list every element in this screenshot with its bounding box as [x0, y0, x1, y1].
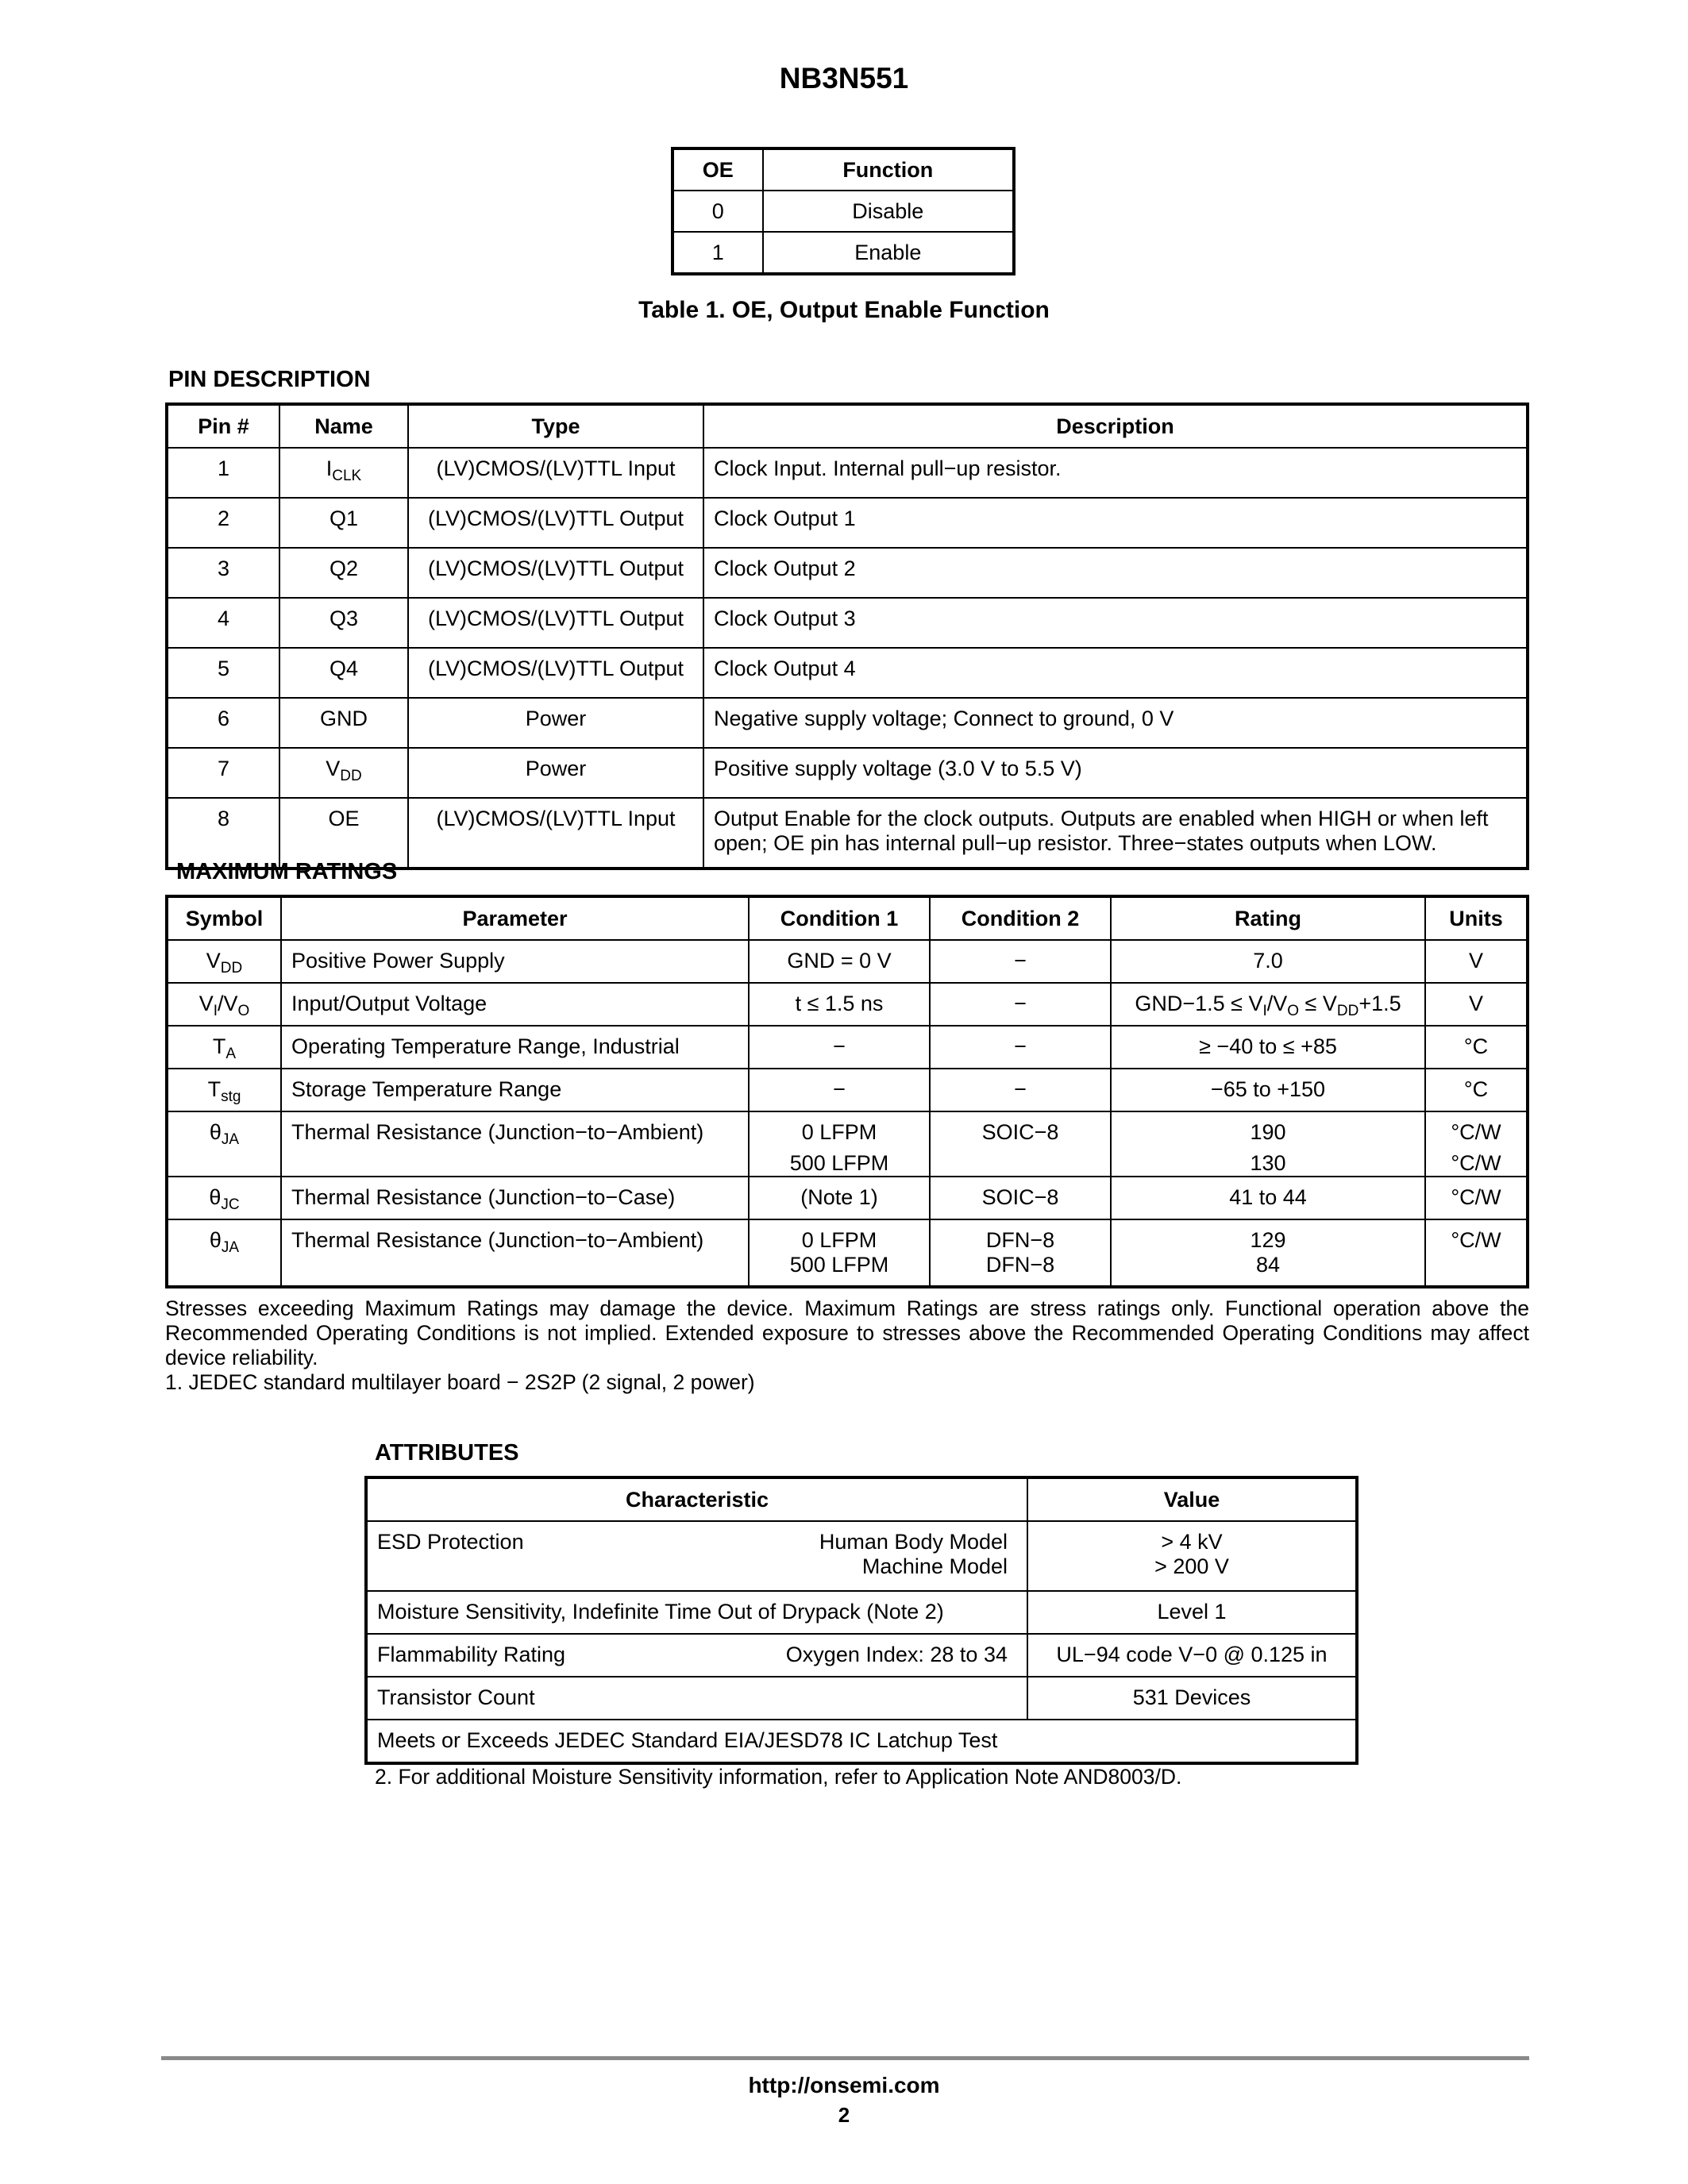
table-row: [167, 1177, 1528, 1219]
table-header: Pin #: [167, 404, 279, 448]
table-header: OE: [673, 148, 763, 191]
table-header: Units: [1425, 896, 1528, 940]
rating-units: °C/W °C/W: [1425, 1111, 1528, 1177]
attr-value: > 4 kV > 200 V: [1027, 1521, 1357, 1591]
pin-desc: Clock Output 1: [703, 498, 1528, 548]
table-header: Function: [763, 148, 1014, 191]
table-row: [167, 798, 1528, 869]
table-caption: Table 1. OE, Output Enable Function: [638, 297, 1050, 323]
pin-name: GND: [279, 698, 408, 748]
rating-parameter: Thermal Resistance (Junction−to−Ambient): [281, 1219, 749, 1287]
rating-condition-2: −: [930, 940, 1111, 983]
rating-units: V: [1425, 940, 1528, 983]
pin-desc: Clock Output 4: [703, 648, 1528, 698]
rating-symbol: $\theta_{JC}$: [167, 1177, 281, 1219]
rating-units: °C: [1425, 1026, 1528, 1069]
pin-name: Q4: [279, 648, 408, 698]
rating-condition-2: −: [930, 1026, 1111, 1069]
attr-value: 531 Devices: [1027, 1677, 1357, 1720]
pin-name: Q3: [279, 598, 408, 648]
rating-value: $GND-1.5 \le V_I/V_O \le V_{DD}+1.5$: [1111, 983, 1425, 1026]
rating-condition-1: 0 LFPM 500 LFPM: [749, 1219, 930, 1287]
table-cell: Disable: [763, 191, 1014, 232]
rating-units: V: [1425, 983, 1528, 1026]
table-row: [167, 1219, 1528, 1287]
rating-value: ≥ −40 to ≤ +85: [1111, 1026, 1425, 1069]
table-header: Parameter: [281, 896, 749, 940]
rating-condition-2: −: [930, 1069, 1111, 1111]
rating-parameter: Thermal Resistance (Junction−to−Ambient): [281, 1111, 749, 1177]
footer-url: http://onsemi.com: [748, 2073, 940, 2097]
attr-value: Level 1: [1027, 1591, 1357, 1634]
pin-description-table: [165, 403, 1529, 870]
table-header: Characteristic: [366, 1477, 1027, 1521]
rating-units: °C/W: [1425, 1219, 1528, 1287]
attr-characteristic: Transistor Count: [366, 1677, 1027, 1720]
pin-type: Power: [408, 748, 703, 798]
esd-label: ESD Protection: [377, 1530, 524, 1554]
attr-characteristic: Moisture Sensitivity, Indefinite Time Out of Drypack (Note 2): [366, 1591, 1027, 1634]
rating-value: 190 130: [1111, 1111, 1425, 1177]
section-title-pin-description: PIN DESCRIPTION: [168, 367, 371, 392]
page-title: NB3N551: [779, 62, 909, 94]
table-row: [167, 648, 1528, 698]
pin-desc: Output Enable for the clock outputs. Outputs are enabled when HIGH or when left open; OE pin has internal pull−up resistor. Three−states outputs when LOW.: [703, 798, 1528, 869]
pin-number: 1: [167, 448, 279, 498]
rating-symbol: $T_A$: [167, 1026, 281, 1069]
rating-units: °C: [1425, 1069, 1528, 1111]
pin-name: $I_{CLK}$: [279, 448, 408, 498]
pin-number: 4: [167, 598, 279, 648]
table-row: [167, 548, 1528, 598]
rating-condition-2: SOIC−8: [930, 1177, 1111, 1219]
table-row: [366, 1677, 1357, 1720]
rating-condition-1: −: [749, 1026, 930, 1069]
table-cell: 1: [673, 232, 763, 274]
rating-parameter: Thermal Resistance (Junction−to−Case): [281, 1177, 749, 1219]
pin-number: 3: [167, 548, 279, 598]
rating-symbol: $\theta_{JA}$: [167, 1111, 281, 1177]
table-header: Type: [408, 404, 703, 448]
page-number: 2: [838, 2103, 850, 2127]
attributes-table: [364, 1476, 1358, 1765]
section-title-maximum-ratings: MAXIMUM RATINGS: [176, 859, 398, 884]
table-header: Description: [703, 404, 1528, 448]
oe-function-table: [671, 147, 1015, 275]
pin-type: (LV)CMOS/(LV)TTL Input: [408, 798, 703, 869]
rating-condition-2: −: [930, 983, 1111, 1026]
table-header: Value: [1027, 1477, 1357, 1521]
table-row: [167, 698, 1528, 748]
pin-type: Power: [408, 698, 703, 748]
rating-condition-1: (Note 1): [749, 1177, 930, 1219]
pin-number: 8: [167, 798, 279, 869]
rating-symbol: $V_I/V_O$: [167, 983, 281, 1026]
pin-type: (LV)CMOS/(LV)TTL Output: [408, 498, 703, 548]
pin-type: (LV)CMOS/(LV)TTL Output: [408, 598, 703, 648]
rating-condition-1: −: [749, 1069, 930, 1111]
table-cell: 0: [673, 191, 763, 232]
pin-type: (LV)CMOS/(LV)TTL Output: [408, 548, 703, 598]
pin-desc: Negative supply voltage; Connect to ground, 0 V: [703, 698, 1528, 748]
maximum-ratings-table: [165, 895, 1529, 1288]
table-header: Condition 2: [930, 896, 1111, 940]
pin-desc: Positive supply voltage (3.0 V to 5.5 V): [703, 748, 1528, 798]
rating-value: 129 84: [1111, 1219, 1425, 1287]
table-row: [167, 598, 1528, 648]
table-row: [167, 983, 1528, 1026]
rating-symbol: $T_{stg}$: [167, 1069, 281, 1111]
pin-desc: Clock Output 3: [703, 598, 1528, 648]
pin-number: 2: [167, 498, 279, 548]
rating-parameter: Positive Power Supply: [281, 940, 749, 983]
pin-name: OE: [279, 798, 408, 869]
table-header: Name: [279, 404, 408, 448]
footnote-1: 1. JEDEC standard multilayer board − 2S2P (2 signal, 2 power): [165, 1370, 755, 1394]
rating-parameter: Operating Temperature Range, Industrial: [281, 1026, 749, 1069]
attr-value: UL−94 code V−0 @ 0.125 in: [1027, 1634, 1357, 1677]
table-header: Symbol: [167, 896, 281, 940]
rating-symbol: $\theta_{JA}$: [167, 1219, 281, 1287]
pin-name: Q1: [279, 498, 408, 548]
table-header: Rating: [1111, 896, 1425, 940]
table-row: [366, 1720, 1357, 1763]
table-row: [167, 748, 1528, 798]
rating-condition-1: 0 LFPM 500 LFPM: [749, 1111, 930, 1177]
pin-type: (LV)CMOS/(LV)TTL Input: [408, 448, 703, 498]
attr-latchup: Meets or Exceeds JEDEC Standard EIA/JESD78 IC Latchup Test: [366, 1720, 1357, 1763]
pin-number: 5: [167, 648, 279, 698]
pin-name: $V_{DD}$: [279, 748, 408, 798]
stress-note: Stresses exceeding Maximum Ratings may damage the device. Maximum Ratings are stress ratings only. Functional operation above the Recommended Operating Conditions is not implied. Extended exposure to stresses above the Recommended Operating Conditions may affect device reliability.: [165, 1296, 1529, 1369]
rating-condition-2: DFN−8 DFN−8: [930, 1219, 1111, 1287]
table-header: Condition 1: [749, 896, 930, 940]
rating-value: 7.0: [1111, 940, 1425, 983]
rating-condition-1: GND = 0 V: [749, 940, 930, 983]
table-cell: Enable: [763, 232, 1014, 274]
table-row: [167, 498, 1528, 548]
pin-desc: Clock Input. Internal pull−up resistor.: [703, 448, 1528, 498]
table-row: [167, 448, 1528, 498]
rating-parameter: Input/Output Voltage: [281, 983, 749, 1026]
table-row: [366, 1591, 1357, 1634]
rating-condition-1: t ≤ 1.5 ns: [749, 983, 930, 1026]
rating-units: °C/W: [1425, 1177, 1528, 1219]
pin-name: Q2: [279, 548, 408, 598]
footnote-2: 2. For additional Moisture Sensitivity information, refer to Application Note AND8003/D.: [375, 1765, 1182, 1789]
pin-number: 6: [167, 698, 279, 748]
rating-value: −65 to +150: [1111, 1069, 1425, 1111]
table-row: [167, 940, 1528, 983]
rating-symbol: $V_{DD}$: [167, 940, 281, 983]
table-row: [366, 1521, 1357, 1591]
rating-condition-2: SOIC−8: [930, 1111, 1111, 1177]
footer-divider: [161, 2056, 1529, 2060]
rating-value: 41 to 44: [1111, 1177, 1425, 1219]
attr-characteristic: [366, 1521, 1027, 1591]
pin-type: (LV)CMOS/(LV)TTL Output: [408, 648, 703, 698]
table-row: [167, 1111, 1528, 1177]
esd-models: Human Body Model Machine Model: [819, 1530, 1008, 1578]
table-row: [167, 1069, 1528, 1111]
pin-number: 7: [167, 748, 279, 798]
table-row: [167, 1026, 1528, 1069]
section-title-attributes: ATTRIBUTES: [375, 1440, 519, 1466]
rating-parameter: Storage Temperature Range: [281, 1069, 749, 1111]
pin-desc: Clock Output 2: [703, 548, 1528, 598]
table-row: [366, 1634, 1357, 1677]
attr-characteristic: Flammability Rating Oxygen Index: 28 to 34: [366, 1634, 1027, 1677]
